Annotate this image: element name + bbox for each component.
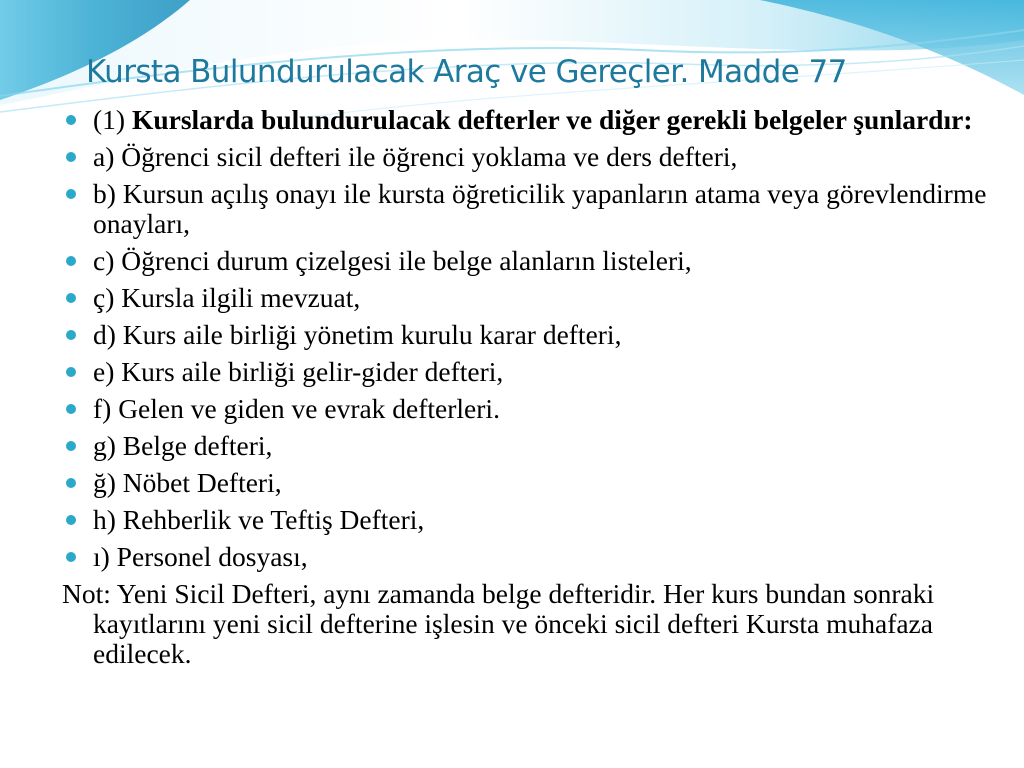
bullet-icon — [66, 330, 76, 340]
bullet-icon — [66, 552, 76, 562]
bullet-icon — [66, 115, 76, 125]
bullet-icon — [66, 478, 76, 488]
list-item-text: e) Kurs aile birliği gelir-gider defteri, — [93, 356, 504, 387]
list-item — [62, 505, 992, 535]
list-item-intro — [62, 105, 992, 135]
bullet-icon — [66, 189, 76, 199]
list-item-text: g) Belge defteri, — [93, 430, 273, 461]
bullet-icon — [66, 367, 76, 377]
list-item — [62, 468, 992, 498]
list-item — [62, 246, 992, 276]
list-item — [62, 142, 992, 172]
bullet-icon — [66, 441, 76, 451]
list-item — [62, 431, 992, 461]
note-paragraph: Not: Yeni Sicil Defteri, aynı zamanda belge defteridir. Her kurs bundan sonraki kayıtlarını yeni sicil defterine işlesin ve önceki sicil defteri Kursta muhafaza edilecek. — [62, 578, 935, 669]
list-item-text: d) Kurs aile birliği yönetim kurulu karar defteri, — [93, 319, 622, 350]
bullet-icon — [66, 152, 76, 162]
list-item — [62, 357, 992, 387]
list-item — [62, 283, 992, 313]
slide-content — [62, 105, 992, 669]
list-item-text: ğ) Nöbet Defteri, — [93, 467, 282, 498]
list-item — [62, 320, 992, 350]
list-item — [62, 542, 992, 572]
list-item-text: ı) Personel dosyası, — [93, 541, 308, 572]
list-item — [62, 179, 992, 239]
intro-bold-text: Kurslarda bulundurulacak defterler ve diğer gerekli belgeler şunlardır: — [131, 104, 973, 135]
list-item-text: c) Öğrenci durum çizelgesi ile belge alanların listeleri, — [93, 245, 692, 276]
bullet-icon — [66, 404, 76, 414]
bullet-icon — [66, 293, 76, 303]
list-item-text: b) Kursun açılış onayı ile kursta öğreticilik yapanların atama veya görevlendirme onayları, — [93, 178, 987, 239]
list-item-text: a) Öğrenci sicil defteri ile öğrenci yoklama ve ders defteri, — [93, 141, 738, 172]
bullet-list — [62, 105, 992, 572]
slide-title: Kursta Bulundurulacak Araç ve Gereçler. Madde 77 — [86, 54, 847, 90]
intro-prefix: (1) — [93, 104, 132, 135]
bullet-icon — [66, 256, 76, 266]
list-item-text: h) Rehberlik ve Teftiş Defteri, — [93, 504, 425, 535]
list-item-text: ç) Kursla ilgili mevzuat, — [93, 282, 361, 313]
list-item-text: f) Gelen ve giden ve evrak defterleri. — [93, 393, 500, 424]
list-item — [62, 394, 992, 424]
bullet-icon — [66, 515, 76, 525]
